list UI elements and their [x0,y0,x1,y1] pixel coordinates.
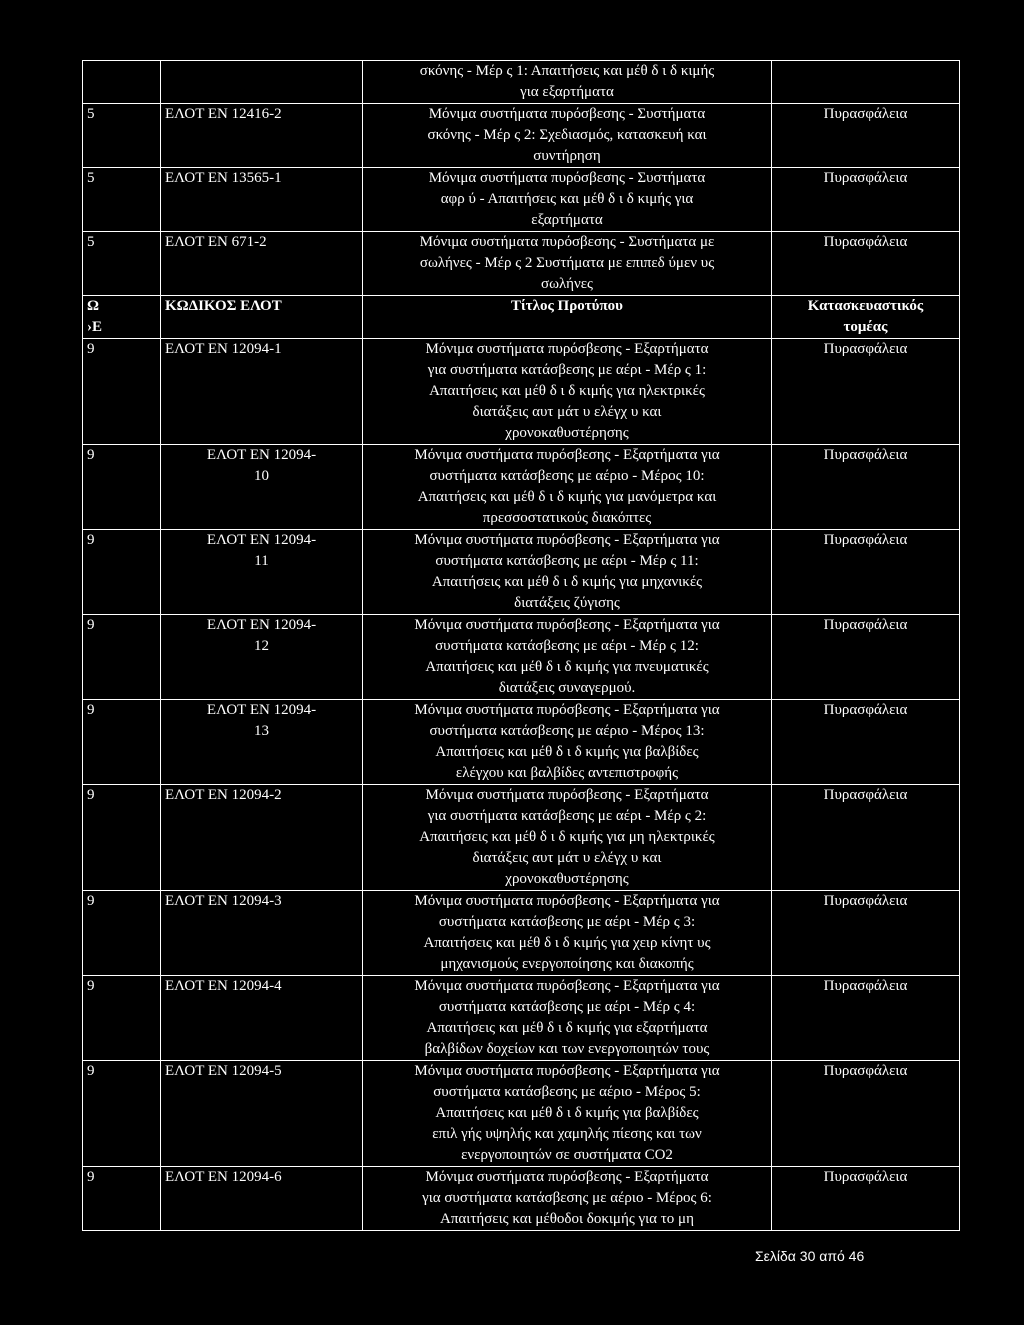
sector-cell [772,976,960,1061]
sector-label: Πυρασφάλεια [823,702,908,718]
standard-title-cell [363,615,772,700]
standard-title-line: αφρ ύ - Απαιτήσεις και μέθ δ ι δ κιμής για [440,191,694,207]
standard-code-line: ΕΛΟΤ ΕΝ 12094-3 [165,893,282,909]
standard-title-line: σωλήνες [541,276,593,292]
standard-code-line: ΕΛΟΤ ΕΝ 12094- [206,702,317,718]
standard-title-line: συστήματα κατάσβεσης με αέρι - Μέρ ς 11: [435,553,699,569]
header-title: Τίτλος Προτύπου [511,298,623,314]
standard-code-cell [161,1061,363,1167]
standard-code: ΕΛΟΤ ΕΝ 13565-1 [165,170,282,186]
row-number: 9 [87,978,95,994]
row-number-cell [83,445,161,530]
standard-title-cell [363,104,772,168]
standard-title-line: Μόνιμα συστήματα πυρόσβεσης - Εξαρτήματα για [414,978,720,994]
standard-title-line: Απαιτήσεις και μέθοδοι δοκιμής για το μη [440,1211,694,1227]
standard-title-line: συστήματα κατάσβεσης με αέρι - Μέρ ς 3: [438,914,696,930]
standard-title-cell [363,61,772,104]
row-number-cell [83,976,161,1061]
standard-title-line: Απαιτήσεις και μέθ δ ι δ κιμής για πνευματικές [425,659,709,675]
standard-title-cell [363,339,772,445]
standard-title-line: ελέγχου και βαλβίδες αντεπιστροφής [455,765,679,781]
sector-cell [772,785,960,891]
standard-code-line: 10 [254,468,269,484]
standard-code-cell [161,891,363,976]
standard-title-line: συστήματα κατάσβεσης με αέριο - Μέρος 5: [433,1084,701,1100]
standard-title-line: μηχανισμούς ενεργοποίησης και διακοπής [440,956,694,972]
sector-cell [772,891,960,976]
standard-title-line: συστήματα κατάσβεσης με αέρι - Μέρ ς 12: [435,638,699,654]
standard-title-line: Απαιτήσεις και μέθ δ ι δ κιμής για ηλεκτρικές [429,383,705,399]
standard-title-cell [363,232,772,296]
table-row [83,891,960,976]
standard-title-line: Μόνιμα συστήματα πυρόσβεσης - Εξαρτήματα για [414,617,720,633]
standard-code-cell [161,61,363,104]
table-row [83,615,960,700]
sector-cell [772,61,960,104]
standard-title-line: συστήματα κατάσβεσης με αέρι - Μέρ ς 4: [438,999,696,1015]
row-number-cell [83,232,161,296]
sector-cell [772,1167,960,1231]
table-header-row [83,296,960,339]
standard-code: ΕΛΟΤ ΕΝ 12416-2 [165,106,282,122]
standard-title-line: διατάξεις αυτ μάτ υ ελέγχ υ και [472,404,662,420]
sector-label: Πυρασφάλεια [823,787,908,803]
standard-code-cell [161,530,363,615]
header-number-line: ›Ε [87,319,102,335]
standard-code-cell [161,700,363,785]
sector-cell [772,445,960,530]
standard-title-line: για εξαρτήματα [520,84,614,100]
header-code: ΚΩΔΙΚΟΣ ΕΛΟΤ [165,298,282,314]
standard-code-line: ΕΛΟΤ ΕΝ 12094-6 [165,1169,282,1185]
row-number: 9 [87,893,95,909]
standard-title-line: βαλβίδων δοχείων και των ενεργοποιητών τους [424,1041,710,1057]
standard-title-line: Απαιτήσεις και μέθ δ ι δ κιμής για μηχανικές [431,574,703,590]
standard-title-line: Απαιτήσεις και μέθ δ ι δ κιμής για μη ηλεκτρικές [419,829,715,845]
standard-code-line: ΕΛΟΤ ΕΝ 12094- [206,617,317,633]
table-row [83,785,960,891]
standard-title-line: σκόνης - Μέρ ς 2: Σχεδιασμός, κατασκευή και [427,127,707,143]
sector-cell [772,232,960,296]
standard-code-line: ΕΛΟΤ ΕΝ 12094-1 [165,341,282,357]
standard-code-cell [161,104,363,168]
standard-title-line: διατάξεις συναγερμού. [498,680,636,696]
standard-title-line: Μόνιμα συστήματα πυρόσβεσης - Εξαρτήματα [425,787,709,803]
header-number-cell [83,296,161,339]
standard-title-line: Μόνιμα συστήματα πυρόσβεσης - Εξαρτήματα για [414,532,720,548]
row-number-cell [83,1061,161,1167]
standard-title-line: χρονοκαθυστέρησης [505,871,629,887]
standard-title-line: διατάξεις αυτ μάτ υ ελέγχ υ και [472,850,662,866]
row-number-cell [83,61,161,104]
standard-code: ΕΛΟΤ ΕΝ 671-2 [165,234,267,250]
table-row [83,700,960,785]
standards-table-body [83,61,960,1231]
row-number: 5 [87,106,95,122]
standard-code-cell [161,1167,363,1231]
row-number-cell [83,785,161,891]
row-number: 9 [87,617,95,633]
row-number: 9 [87,1169,95,1185]
standard-title-line: Μόνιμα συστήματα πυρόσβεσης - Εξαρτήματα για [414,1063,720,1079]
standard-title-line: σκόνης - Μέρ ς 1: Απαιτήσεις και μέθ δ ι δ κιμής [419,63,715,79]
header-sector-line: Κατασκευαστικός [807,298,924,314]
row-number: 9 [87,447,95,463]
standard-title-line: εξαρτήματα [531,212,603,228]
sector-label: Πυρασφάλεια [823,978,908,994]
standard-code-cell [161,976,363,1061]
sector-label: Πυρασφάλεια [823,1063,908,1079]
header-title-cell [363,296,772,339]
header-sector-line: τομέας [843,319,888,335]
standard-code-cell [161,232,363,296]
standard-code-cell [161,445,363,530]
table-row [83,445,960,530]
sector-label: Πυρασφάλεια [823,341,908,357]
standard-title-line: επιλ γής υψηλής και χαμηλής πίεσης και των [432,1126,702,1142]
row-number: 9 [87,787,95,803]
standard-title-line: Απαιτήσεις και μέθ δ ι δ κιμής για εξαρτήματα [426,1020,708,1036]
standard-code-line: 12 [254,638,269,654]
sector-cell [772,530,960,615]
sector-label: Πυρασφάλεια [823,1169,908,1185]
standard-code-line: ΕΛΟΤ ΕΝ 12094-5 [165,1063,282,1079]
row-number: 9 [87,1063,95,1079]
table-row [83,976,960,1061]
standard-title-line: Μόνιμα συστήματα πυρόσβεσης - Εξαρτήματα για [414,447,720,463]
standard-title-cell [363,891,772,976]
header-code-cell [161,296,363,339]
table-row [83,1061,960,1167]
standard-title-line: συστήματα κατάσβεσης με αέριο - Μέρος 10: [429,468,705,484]
row-number-cell [83,168,161,232]
standard-title-line: Μόνιμα συστήματα πυρόσβεσης - Εξαρτήματα για [414,702,720,718]
standard-title-line: για συστήματα κατάσβεσης με αέριο - Μέρος 6: [422,1190,712,1206]
standard-title-line: συστήματα κατάσβεσης με αέριο - Μέρος 13: [429,723,705,739]
table-row [83,104,960,168]
standard-title-line: σωλήνες - Μέρ ς 2 Συστήματα με επιπεδ ύμεν υς [419,255,715,271]
row-number-cell [83,104,161,168]
standard-title-cell [363,1061,772,1167]
standard-title-line: Μόνιμα συστήματα πυρόσβεσης - Συστήματα με [419,234,715,250]
row-number: 5 [87,170,95,186]
standard-title-line: Απαιτήσεις και μέθ δ ι δ κιμής για βαλβίδες [435,1105,699,1121]
standard-title-cell [363,445,772,530]
standard-code-cell [161,615,363,700]
table-row [83,530,960,615]
sector-label: Πυρασφάλεια [823,234,908,250]
table-row [83,339,960,445]
standard-code-line: ΕΛΟΤ ΕΝ 12094-2 [165,787,282,803]
sector-label: Πυρασφάλεια [823,532,908,548]
sector-cell [772,104,960,168]
standard-code-cell [161,785,363,891]
standard-title-cell [363,976,772,1061]
standard-title-line: ενεργοποιητών σε συστήματα CO2 [461,1147,673,1163]
standard-title-cell [363,1167,772,1231]
sector-cell [772,1061,960,1167]
standard-title-line: Μόνιμα συστήματα πυρόσβεσης - Εξαρτήματα [425,341,709,357]
standard-title-line: Απαιτήσεις και μέθ δ ι δ κιμής για μανόμετρα και [417,489,717,505]
sector-label: Πυρασφάλεια [823,106,908,122]
standard-title-line: για συστήματα κατάσβεσης με αέρι - Μέρ ς 2: [427,808,707,824]
table-row [83,61,960,104]
row-number-cell [83,339,161,445]
standard-code-line: 11 [254,553,269,569]
row-number-cell [83,530,161,615]
standard-title-line: Μόνιμα συστήματα πυρόσβεσης - Συστήματα [428,170,706,186]
standard-code-line: ΕΛΟΤ ΕΝ 12094- [206,532,317,548]
standard-title-line: Μόνιμα συστήματα πυρόσβεσης - Συστήματα [428,106,706,122]
sector-label: Πυρασφάλεια [823,617,908,633]
row-number-cell [83,891,161,976]
table-row [83,1167,960,1231]
standard-title-line: χρονοκαθυστέρησης [505,425,629,441]
standard-code-cell [161,339,363,445]
row-number: 5 [87,234,95,250]
standard-code-line: 13 [254,723,269,739]
standard-title-line: Μόνιμα συστήματα πυρόσβεσης - Εξαρτήματα για [414,893,720,909]
row-number: 9 [87,532,95,548]
row-number: 9 [87,341,95,357]
standards-table [82,60,960,1231]
standard-code-line: ΕΛΟΤ ΕΝ 12094-4 [165,978,282,994]
sector-label: Πυρασφάλεια [823,893,908,909]
row-number-cell [83,1167,161,1231]
header-sector-cell [772,296,960,339]
standard-title-line: Μόνιμα συστήματα πυρόσβεσης - Εξαρτήματα [425,1169,709,1185]
standard-title-cell [363,168,772,232]
standard-title-line: Απαιτήσεις και μέθ δ ι δ κιμής για βαλβίδες [435,744,699,760]
standard-code-cell [161,168,363,232]
standard-code-line: ΕΛΟΤ ΕΝ 12094- [206,447,317,463]
table-row [83,168,960,232]
row-number: 9 [87,702,95,718]
row-number-cell [83,615,161,700]
standard-title-cell [363,700,772,785]
standard-title-line: συντήρηση [533,148,601,164]
sector-cell [772,168,960,232]
sector-label: Πυρασφάλεια [823,170,908,186]
sector-cell [772,339,960,445]
standard-title-line: διατάξεις ζύγισης [514,595,620,611]
page-number: Σελίδα 30 από 46 [755,1248,865,1264]
standard-title-line: για συστήματα κατάσβεσης με αέρι - Μέρ ς 1: [427,362,707,378]
sector-label: Πυρασφάλεια [823,447,908,463]
header-number-line: Ω [87,298,100,314]
table-row [83,232,960,296]
row-number-cell [83,700,161,785]
standard-title-line: Απαιτήσεις και μέθ δ ι δ κιμής για χειρ κίνητ υς [423,935,711,951]
sector-cell [772,615,960,700]
standard-title-cell [363,785,772,891]
standard-title-cell [363,530,772,615]
standard-title-line: πρεσσοστατικούς διακόπτες [482,510,652,526]
sector-cell [772,700,960,785]
